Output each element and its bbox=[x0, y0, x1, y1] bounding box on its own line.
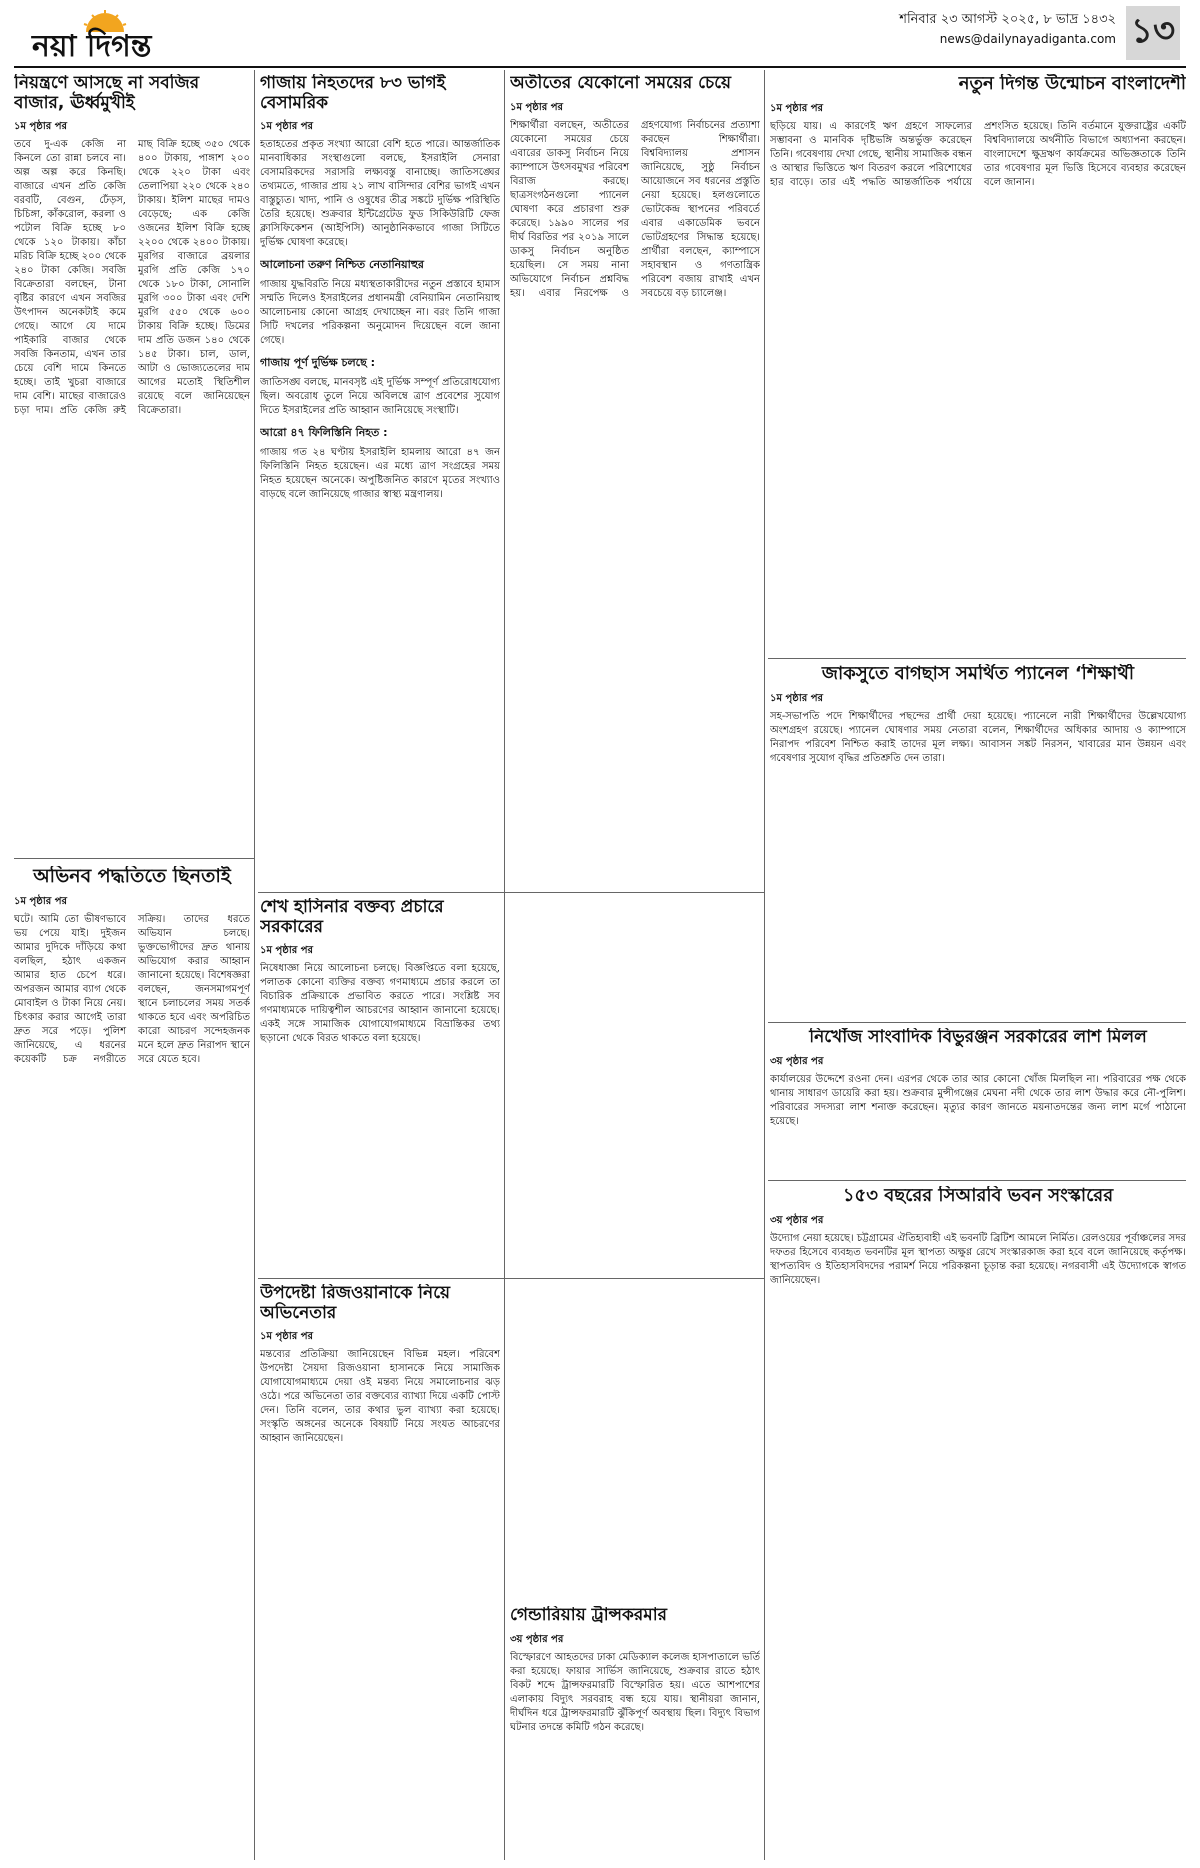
article-body: সহ-সভাপতি পদে শিক্ষার্থীদের পছন্দের প্রার্থী দেয়া হয়েছে। প্যানেলে নারী শিক্ষার্থীদের উল্লেখযোগ্য অংশগ্রহণ রয়েছে। প্যানেল ঘোষণার সময় নেতারা বলেন, শিক্ষার্থীদের অধিকার আদায় ও ক্যাম্পাসে নিরাপদ পরিবেশ নিশ্চিত করাই তাদের মূল লক্ষ্য। আবাসন সঙ্কট নিরসন, খাবারের মান উন্নয়ন এবং গবেষণার সুযোগ বৃদ্ধির প্রতিশ্রুতি দেন তারা। bbox=[770, 710, 1186, 764]
article-byline: ১ম পৃষ্ঠার পর bbox=[770, 102, 823, 114]
article-byline: ৩য় পৃষ্ঠার পর bbox=[770, 1214, 824, 1226]
email-link[interactable]: news@dailynayadiganta.com bbox=[939, 32, 1116, 46]
article-headline[interactable]: গাজায় নিহতদের ৮৩ ভাগই বেসামরিক bbox=[260, 74, 446, 113]
article-subhead: গাজায় পূর্ণ দুর্ভিক্ষ চলছে : bbox=[260, 356, 375, 370]
column-rule bbox=[764, 70, 765, 1860]
article-body: বিস্ফোরণে আহতদের ঢাকা মেডিক্যাল কলেজ হাসপাতালে ভর্তি করা হয়েছে। ফায়ার সার্ভিস জানিয়েছে, শুক্রবার রাতে হঠাৎ বিকট শব্দে ট্রান্সফরমারটি বিস্ফোরিত হয়। এতে আশপাশের এলাকায় বিদ্যুৎ সরবরাহ বন্ধ হয়ে যায়। স্থানীয়রা জানান, দীর্ঘদিন ধরে ট্রান্সফরমারটি ঝুঁকিপূর্ণ অবস্থায় ছিল। বিদ্যুৎ বিভাগ ঘটনার তদন্তে কমিটি গঠন করেছে। bbox=[510, 1651, 760, 1733]
article-snatch bbox=[14, 866, 250, 1856]
article-byline: ১ম পৃষ্ঠার পর bbox=[260, 945, 313, 957]
column-rule bbox=[504, 70, 505, 1860]
article-byline: ১ম পৃষ্ঠার পর bbox=[260, 121, 313, 133]
article-byline: ১ম পৃষ্ঠার পর bbox=[770, 692, 823, 704]
article-body: উদ্যোগ নেয়া হয়েছে। চট্টগ্রামের ঐতিহ্যবাহী এই ভবনটি ব্রিটিশ আমলে নির্মিত। রেলওয়ের পূর্বাঞ্চলের সদর দফতর হিসেবে ব্যবহৃত ভবনটির মূল স্থাপত্য অক্ষুণ্ণ রেখে সংস্কারকাজ করা হবে বলে জানিয়েছে কর্তৃপক্ষ। স্থাপত্যবিদ ও ইতিহাসবিদদের পরামর্শ নিয়ে পরিকল্পনা চূড়ান্ত করা হয়েছে। নগরবাসী এই উদ্যোগকে স্বাগত জানিয়েছেন। bbox=[770, 1232, 1186, 1286]
article-body: মন্তব্যের প্রতিক্রিয়া জানিয়েছেন বিভিন্ন মহল। পরিবেশ উপদেষ্টা সৈয়দা রিজওয়ানা হাসানকে নিয়ে সামাজিক যোগাযোগমাধ্যমে দেয়া ওই মন্তব্য নিয়ে সমালোচনার ঝড় ওঠে। পরে অভিনেতা তার বক্তব্যের ব্যাখ্যা দিয়ে একটি পোস্ট দেন। তিনি বলেন, তার কথার ভুল ব্যাখ্যা করা হয়েছে। সংস্কৃতি অঙ্গনের অনেকে বিষয়টি নিয়ে সংযত আচরণের আহ্বান জানিয়েছেন। bbox=[260, 1349, 500, 1445]
article-byline: ৩য় পৃষ্ঠার পর bbox=[770, 1055, 824, 1067]
article-byline: ১ম পৃষ্ঠার পর bbox=[510, 101, 563, 113]
column-rule bbox=[254, 70, 255, 1860]
article-subhead: আলোচনা তরুণ নিশ্চিত নেতানিয়াহুর bbox=[260, 258, 424, 272]
article-body: শিক্ষার্থীরা বলছেন, অতীতের যেকোনো সময়ের চেয়ে এবারের ডাকসু নির্বাচন নিয়ে ক্যাম্পাসে উৎসবমুখর পরিবেশ বিরাজ করছে। ছাত্রসংগঠনগুলো প্যানেল ঘোষণা করে প্রচারণা শুরু করেছে। ১৯৯০ সালের পর দীর্ঘ বিরতির পর ২০১৯ সালে ডাকসু নির্বাচন অনুষ্ঠিত হয়েছিল। সে সময় নানা অভিযোগে নির্বাচন প্রশ্নবিদ্ধ হয়। এবার নিরপেক্ষ ও গ্রহণযোগ্য নির্বাচনের প্রত্যাশা করছেন শিক্ষার্থীরা। বিশ্ববিদ্যালয় প্রশাসন জানিয়েছে, সুষ্ঠু নির্বাচন আয়োজনে সব ধরনের প্রস্তুতি নেয়া হয়েছে। হলগুলোতে ভোটকেন্দ্র স্থাপনের পরিবর্তে এবার একাডেমিক ভবনে ভোটগ্রহণের সিদ্ধান্ত হয়েছে। প্রার্থীরা বলছেন, ক্যাম্পাসে সহাবস্থান ও গণতান্ত্রিক পরিবেশ বজায় রাখাই এখন সবচেয়ে বড় চ্যালেঞ্জ। bbox=[510, 119, 760, 299]
article-headline[interactable]: ১৫৩ বছরের সিআরবি ভবন সংস্কারের bbox=[842, 1186, 1114, 1206]
logo bbox=[24, 6, 196, 64]
article-hasina bbox=[260, 898, 500, 1272]
article-byline: ১ম পৃষ্ঠার পর bbox=[14, 121, 67, 133]
article-headline[interactable]: নিখোঁজ সাংবাদিক বিভুরঞ্জন সরকারের লাশ মিলল bbox=[809, 1028, 1147, 1047]
article-body: কার্যালয়ের উদ্দেশে রওনা দেন। এরপর থেকে তার আর কোনো খোঁজ মিলছিল না। পরিবারের পক্ষ থেকে থানায় সাধারণ ডায়েরি করা হয়। শুক্রবার মুন্সীগঞ্জের মেঘনা নদী থেকে তার লাশ উদ্ধার করে নৌ-পুলিশ। পরিবারের সদস্যরা লাশ শনাক্ত করেছেন। মৃত্যুর কারণ জানতে ময়নাতদন্তের জন্য লাশ মর্গে পাঠানো হয়েছে। bbox=[770, 1073, 1186, 1127]
article-newbd bbox=[770, 74, 1186, 652]
page-number: ১৩ bbox=[1126, 6, 1180, 60]
article-actor bbox=[260, 1284, 500, 1856]
article-body: ঘটে। আমি তো ভীষণভাবে ভয় পেয়ে যাই। দুইজন আমার দুদিকে দাঁড়িয়ে কথা বলছিল, হঠাৎ একজন আমার হাত চেপে ধরে। অপরজন আমার ব্যাগ থেকে মোবাইল ও টাকা নিয়ে নেয়। চিৎকার করার আগেই তারা দ্রুত সরে পড়ে। পুলিশ জানিয়েছে, এ ধরনের কয়েকটি চক্র নগরীতে সক্রিয়। তাদের ধরতে অভিযান চলছে। ভুক্তভোগীদের দ্রুত থানায় অভিযোগ করার আহ্বান জানানো হয়েছে। বিশেষজ্ঞরা বলছেন, জনসমাগমপূর্ণ স্থানে চলাচলের সময় সতর্ক থাকতে হবে এবং অপরিচিত কারো আচরণ সন্দেহজনক মনে হলে দ্রুত নিরাপদ স্থানে সরে যেতে হবে। bbox=[14, 913, 250, 1065]
logo-text: নয়া দিগন্ত bbox=[32, 29, 152, 64]
article-ctg bbox=[770, 1186, 1186, 1856]
article-headline[interactable]: নতুন দিগন্ত উন্মোচন বাংলাদেশী bbox=[958, 74, 1186, 94]
article-body: তবে দু-এক কেজি না কিনলে তো রান্না চলবে না। অল্প অল্প করে কিনছি। বাজারে এখন প্রতি কেজি বরবটি, বেগুন, ঢেঁড়স, চিচিঙ্গা, কাঁকরোল, করলা ও পটোল বিক্রি হচ্ছে ৮০ থেকে ১২০ টাকায়। কাঁচা মরিচ বিক্রি হচ্ছে ২০০ থেকে ২৪০ টাকা কেজি। সবজি বিক্রেতারা বলছেন, টানা বৃষ্টির কারণে এখন সবজির উৎপাদন অনেকটাই কমে গেছে। আগে যে দামে পাইকারি বাজার থেকে সবজি কিনতাম, এখন তার চেয়ে বেশি দামে কিনতে হচ্ছে। তাই খুচরা বাজারে দাম বেশি। মাছের বাজারেও চড়া দাম। প্রতি কেজি রুই মাছ বিক্রি হচ্ছে ৩৫০ থেকে ৪০০ টাকায়, পাঙ্গাশ ২০০ থেকে ২২০ টাকা এবং তেলাপিয়া ২২০ থেকে ২৪০ টাকায়। ইলিশ মাছের দামও বেড়েছে; এক কেজি ওজনের ইলিশ বিক্রি হচ্ছে ২২০০ থেকে ২৪০০ টাকায়। মুরগির বাজারে ব্রয়লার মুরগি প্রতি কেজি ১৭০ থেকে ১৮০ টাকা, সোনালি মুরগি ৩০০ টাকা এবং দেশি মুরগি ৫৫০ থেকে ৬০০ টাকায় বিক্রি হচ্ছে। ডিমের দাম প্রতি ডজন ১৪০ থেকে ১৪৫ টাকা। চাল, ডাল, আটা ও ভোজ্যতেলের দাম আগের মতোই স্থিতিশীল রয়েছে বলে জানিয়েছেন বিক্রেতারা। bbox=[14, 139, 250, 417]
article-body: হতাহতের প্রকৃত সংখ্যা আরো বেশি হতে পারে। আন্তর্জাতিক মানবাধিকার সংস্থাগুলো বলছে, ইসরাইলি সেনারা বেসামরিকদের সরাসরি লক্ষ্যবস্তু বানাচ্ছে। জাতিসঙ্ঘের তথ্যমতে, গাজার প্রায় ২১ লাখ বাসিন্দার বেশির ভাগই এখন বাস্তুচ্যুত। খাদ্য, পানি ও ওষুধের তীব্র সঙ্কটে দুর্ভিক্ষ পরিস্থিতি তৈরি হয়েছে। শুক্রবার ইন্টিগ্রেটেড ফুড সিকিউরিটি ফেজ ক্লাসিফিকেশন (আইপিসি) আনুষ্ঠানিকভাবে গাজা সিটিতে দুর্ভিক্ষ ঘোষণা করেছে। bbox=[260, 139, 500, 249]
section-rule bbox=[768, 1022, 1186, 1023]
article-byline: ১ম পৃষ্ঠার পর bbox=[14, 895, 67, 907]
article-headline[interactable]: উপদেষ্টা রিজওয়ানাকে নিয়ে অভিনেতার bbox=[260, 1284, 451, 1323]
article-headline[interactable]: শেখ হাসিনার বক্তব্য প্রচারে সরকারের bbox=[260, 898, 444, 937]
article-headline[interactable]: অভিনব পদ্ধতিতে ছিনতাই bbox=[33, 866, 231, 887]
section-rule bbox=[768, 1180, 1186, 1181]
article-headline[interactable]: জাকসুতে বাগছাস সমর্থিত প্যানেল ‘শিক্ষার্থী bbox=[821, 664, 1135, 684]
article-body: ছড়িয়ে যায়। এ কারণেই ঋণ গ্রহণে সাফল্যের সম্ভাবনা ও মানবিক দৃষ্টিভঙ্গি অন্তর্ভুক্ত করেছেন তিনি। গবেষণায় দেখা গেছে, স্থানীয় সামাজিক বন্ধন ও আস্থার ভিত্তিতে ঋণ বিতরণ করলে পরিশোধের হার বাড়ে। তার এই পদ্ধতি আন্তর্জাতিক পর্যায়ে প্রশংসিত হয়েছে। তিনি বর্তমানে যুক্তরাষ্ট্রের একটি বিশ্ববিদ্যালয়ে অর্থনীতি বিভাগে অধ্যাপনা করছেন। বাংলাদেশে ক্ষুদ্রঋণ কার্যক্রমের অভিজ্ঞতাকে তিনি তার গবেষণার মূল ভিত্তি হিসেবে ব্যবহার করেছেন বলে জানান। bbox=[770, 120, 1186, 188]
article-byline: ৩য় পৃষ্ঠার পর bbox=[510, 1633, 564, 1645]
article-byline: ১ম পৃষ্ঠার পর bbox=[260, 1331, 313, 1343]
article-headline[interactable]: নিয়ন্ত্রণে আসছে না সবজির বাজার, ঊর্ধ্বমুখীই bbox=[14, 74, 200, 113]
date-line: শনিবার ২৩ আগস্ট ২০২৫, ৮ ভাদ্র ১৪৩২ bbox=[899, 12, 1116, 27]
article-gendaria bbox=[510, 1606, 760, 1856]
article-body: জাতিসঙ্ঘ বলছে, মানবসৃষ্ট এই দুর্ভিক্ষ সম্পূর্ণ প্রতিরোধযোগ্য ছিল। অবরোধ তুলে নিয়ে অবিলম্বে ত্রাণ প্রবেশের সুযোগ দিতে ইসরাইলের প্রতি আহ্বান জানিয়েছে সংস্থাটি। bbox=[260, 377, 500, 417]
article-history bbox=[510, 74, 760, 1854]
article-bazar bbox=[14, 74, 250, 854]
section-rule bbox=[14, 858, 254, 859]
masthead bbox=[14, 0, 1186, 68]
article-subhead: আরো ৪৭ ফিলিস্তিনি নিহত : bbox=[260, 426, 388, 440]
article-headline[interactable]: অতীতের যেকোনো সময়ের চেয়ে bbox=[510, 74, 732, 93]
article-gaza bbox=[260, 74, 500, 886]
article-body: গাজায় যুদ্ধবিরতি নিয়ে মধ্যস্থতাকারীদের নতুন প্রস্তাবে হামাস সম্মতি দিলেও ইসরাইলের প্রধানমন্ত্রী বেনিয়ামিন নেতানিয়াহু আলোচনায় কোনো আগ্রহ দেখাচ্ছেন না। বরং তিনি গাজা সিটি দখলের পরিকল্পনা অনুমোদন দিয়েছেন বলে জানা গেছে। bbox=[260, 279, 500, 347]
article-jakshu bbox=[770, 664, 1186, 1016]
article-body: নিষেধাজ্ঞা নিয়ে আলোচনা চলছে। বিজ্ঞপ্তিতে বলা হয়েছে, পলাতক কোনো ব্যক্তির বক্তব্য গণমাধ্যমে প্রচার করলে তা বিচারিক প্রক্রিয়াকে প্রভাবিত করতে পারে। সংশ্লিষ্ট সব গণমাধ্যমকে দায়িত্বশীল আচরণের আহ্বান জানানো হয়েছে। একই সঙ্গে সামাজিক যোগাযোগমাধ্যমে বিভ্রান্তিকর তথ্য ছড়ানো থেকে বিরত থাকতে বলা হয়েছে। bbox=[260, 963, 500, 1045]
article-journalist bbox=[770, 1028, 1186, 1174]
section-rule bbox=[768, 658, 1186, 659]
article-body: গাজায় গত ২৪ ঘণ্টায় ইসরাইলি হামলায় আরো ৪৭ জন ফিলিস্তিনি নিহত হয়েছেন। এর মধ্যে ত্রাণ সংগ্রহের সময় নিহত হয়েছেন অনেকে। অপুষ্টিজনিত কারণে মৃতের সংখ্যাও বাড়ছে বলে জানিয়েছে গাজার স্বাস্থ্য মন্ত্রণালয়। bbox=[260, 447, 500, 501]
article-headline[interactable]: গেন্ডারিয়ায় ট্রান্সকরমার bbox=[510, 1606, 667, 1625]
